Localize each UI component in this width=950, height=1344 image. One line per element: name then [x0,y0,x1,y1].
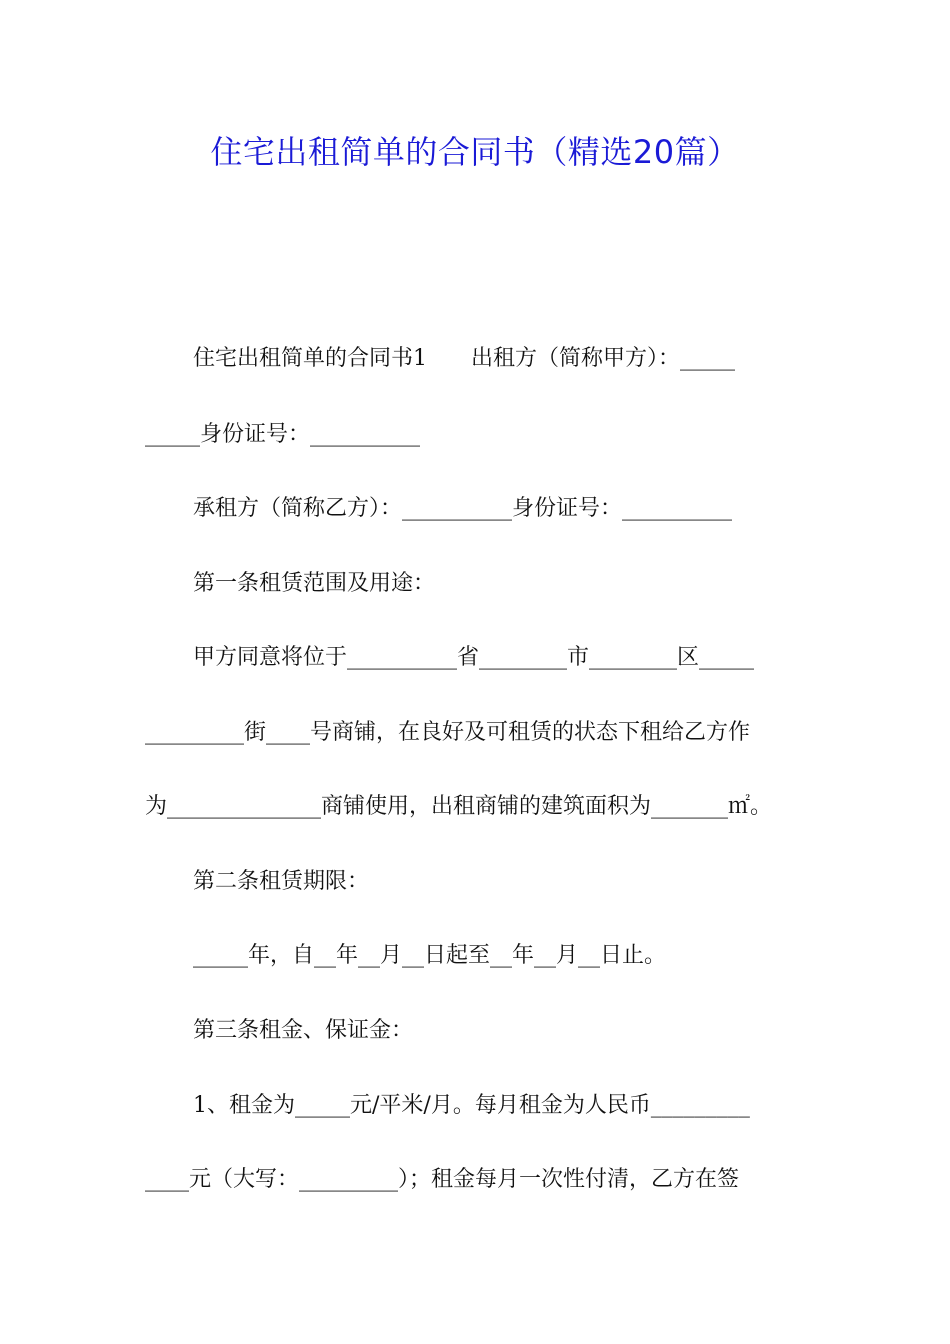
contract-line-9: _____年，自__年__月__日起至__年__月__日止。 [193,943,667,968]
contract-line-2: _____身份证号：__________ [145,422,421,447]
section-heading-2: 第二条租赁期限： [193,869,370,894]
contract-line-7: 为______________商铺使用，出租商铺的建筑面积为_______㎡。 [145,794,773,819]
contract-line-12: ____元（大写：_________）；租金每月一次性付清，乙方在签 [145,1167,740,1192]
section-heading-1: 第一条租赁范围及用途： [193,571,436,596]
contract-line-3: 承租方（简称乙方）：__________身份证号：__________ [193,496,733,521]
contract-line-6: _________街____号商铺，在良好及可租赁的状态下租给乙方作 [145,720,751,745]
contract-line-5: 甲方同意将位于__________省________市________区_____ [193,645,755,670]
section-heading-3: 第三条租金、保证金： [193,1018,414,1043]
contract-line-11: 1、租金为_____元/平米/月。每月租金为人民币_________ [193,1093,750,1118]
contract-line-1: 住宅出租简单的合同书1 出租方（简称甲方）：_____ [193,346,735,371]
document-title: 住宅出租简单的合同书（精选20篇） [210,133,740,171]
